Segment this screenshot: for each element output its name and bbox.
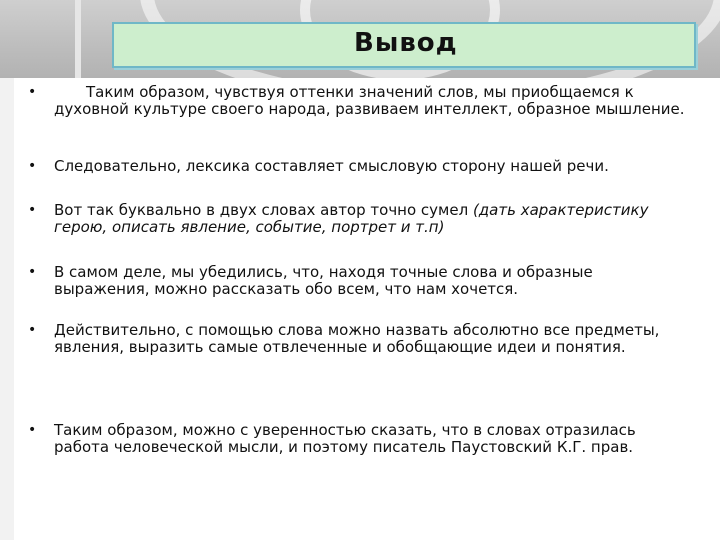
list-item-text: Действительно, с помощью слова можно назвать абсолютно все предметы, явления, выразить самые отвлеченные и обобщающие идеи и понятия. [54, 321, 660, 356]
bullet-icon: • [28, 158, 37, 174]
bullet-icon: • [28, 422, 37, 438]
list-item-text: Таким образом, чувствуя оттенки значений слов, мы приобщаемся к духовной культуре своего народа, развиваем интеллект, образное мышление. [54, 83, 685, 118]
decorative-divider [75, 0, 81, 78]
slide-content [14, 78, 720, 540]
bullet-icon: • [28, 202, 37, 218]
bullet-icon: • [28, 84, 37, 100]
list-item-text: Следовательно, лексика составляет смысловую сторону нашей речи. [54, 157, 609, 175]
list-item-text-italic: (дать характеристику герою, описать явление, событие, портрет и т.п) [54, 201, 649, 236]
slide-title: Вывод [354, 28, 458, 58]
title-box [112, 22, 696, 68]
list-item-text-plain: Вот так буквально в двух словах автор точно сумел [54, 201, 473, 219]
list-item-text [54, 202, 690, 236]
left-side-bar [0, 78, 15, 540]
header-banner [0, 0, 720, 78]
bullet-icon: • [28, 264, 37, 280]
list-item-text: Таким образом, можно с уверенностью сказать, что в словах отразилась работа человеческой мысли, и поэтому писатель Паустовский К.Г. прав. [54, 421, 636, 456]
bullet-icon: • [28, 322, 37, 338]
list-item-text: В самом деле, мы убедились, что, находя точные слова и образные выражения, можно рассказать обо всем, что нам хочется. [54, 263, 593, 298]
